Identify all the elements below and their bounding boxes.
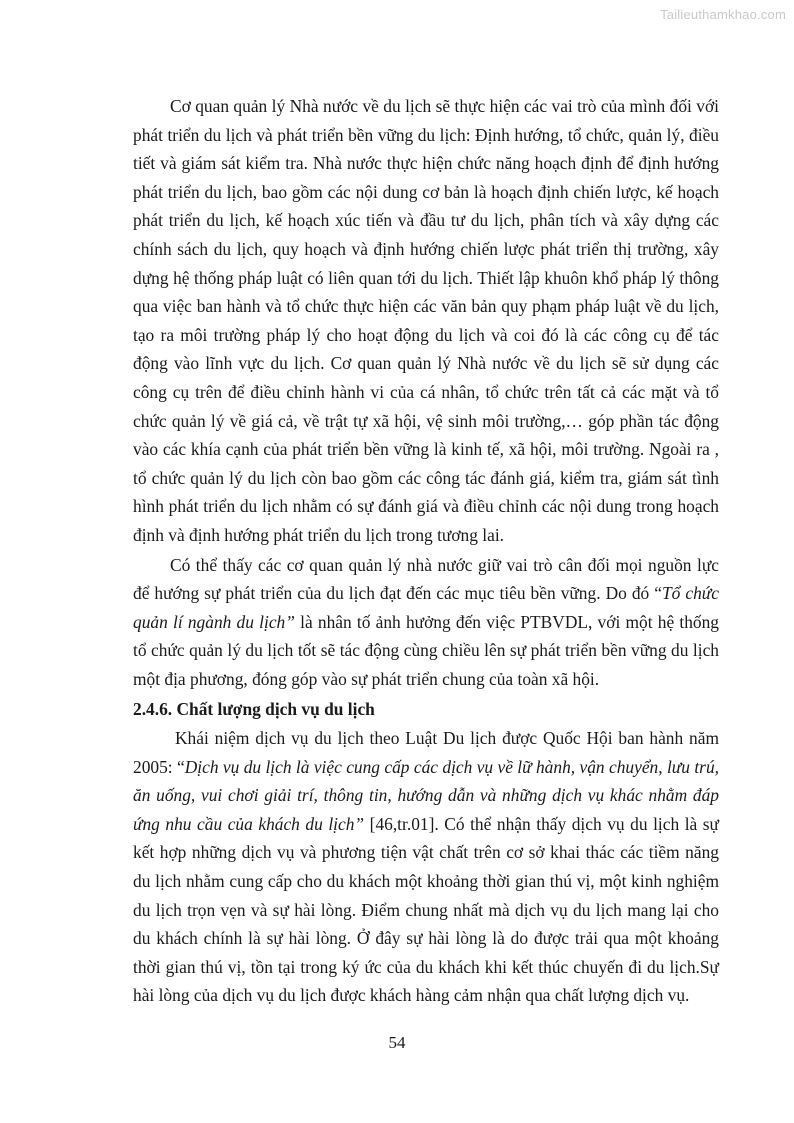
italic-quote: Tổ chức quản lí ngành du lịch”	[133, 583, 719, 632]
page-number: 54	[388, 1033, 406, 1052]
paragraph-text: [46,tr.01]. Có thể nhận thấy dịch vụ du lịch là sự kết hợp những dịch vụ và phương tiện vật chất trên cơ sở khai thác các tiềm năng du lịch nhằm cung cấp cho du khách một khoảng thời gian thú vị, một kinh nghiệm du lịch trọn vẹn và sự hài lòng. Điểm chung nhất mà dịch vụ du lịch mang lại cho du khách chính là sự hài lòng. Ở đây sự hài lòng là do được trải qua một khoảng thời gian thú vị, tồn tại trong ký ức của du khách khi kết thúc chuyến đi du lịch.Sự hài lòng của dịch vụ du lịch được khách hàng cảm nhận qua chất lượng dịch vụ.	[133, 813, 719, 1006]
section-heading: 2.4.6. Chất lượng dịch vụ du lịch	[133, 699, 375, 720]
paragraph-text: Khái niệm dịch vụ du lịch theo Luật Du lịch được Quốc Hội ban hành năm 2005: “	[133, 728, 719, 777]
paragraph-service-quality	[133, 724, 719, 1010]
paragraph-text: Có thể thấy các cơ quan quản lý nhà nước giữ vai trò cân đối mọi nguồn lực để hướng sự phát triển của du lịch đạt đến các mục tiêu bền vững. Do đó “	[133, 554, 719, 604]
watermark: Tailieuthamkhao.com	[660, 7, 786, 22]
paragraph-text: là nhân tố ảnh hưởng đến việc PTBVDL, với một hệ thống tổ chức quản lý du lịch tốt sẽ tác động cùng chiều lên sự phát triển bền vững du lịch một địa phương, đóng góp vào sự phát triển chung của toàn xã hội.	[133, 611, 719, 689]
document-body	[133, 92, 719, 1010]
paragraph-organization-factor	[133, 551, 719, 694]
italic-definition: Dịch vụ du lịch là việc cung cấp các dịch vụ về lữ hành, vận chuyển, lưu trú, ăn uống, vui chơi giải trí, thông tin, hướng dẫn và những dịch vụ khác nhằm đáp ứng nhu cầu của khách du lịch”	[133, 756, 719, 834]
paragraph-state-management-role: Cơ quan quản lý Nhà nước về du lịch sẽ thực hiện các vai trò của mình đối với phát triển du lịch và phát triển bền vững du lịch: Định hướng, tổ chức, quản lý, điều tiết và giám sát kiểm tra. Nhà nước thực hiện chức năng hoạch định để định hướng phát triển du lịch, bao gồm các nội dung cơ bản là hoạch định chiến lược, kế hoạch phát triển du lịch, kế hoạch xúc tiến và đầu tư du lịch, phân tích và xây dựng các chính sách du lịch, quy hoạch và định hướng chiến lược phát triển thị trường, xây dựng hệ thống pháp luật có liên quan tới du lịch. Thiết lập khuôn khổ pháp lý thông qua việc ban hành và tổ chức thực hiện các văn bản quy phạm pháp luật về du lịch, tạo ra môi trường pháp lý cho hoạt động du lịch và coi đó là các công cụ để tác động vào lĩnh vực du lịch. Cơ quan quản lý Nhà nước về du lịch sẽ sử dụng các công cụ trên để điều chỉnh hành vi của cá nhân, tổ chức trên tất cả các mặt và tổ chức quản lý về giá cả, về trật tự xã hội, vệ sinh môi trường,… góp phần tác động vào các khía cạnh của phát triển bền vững là kinh tế, xã hội, môi trường. Ngoài ra , tổ chức quản lý du lịch còn bao gồm các công tác đánh giá, kiểm tra, giám sát tình hình phát triển du lịch nhằm có sự đánh giá và điều chỉnh các nội dung trong hoạch định và định hướng phát triển du lịch trong tương lai.	[133, 96, 719, 545]
